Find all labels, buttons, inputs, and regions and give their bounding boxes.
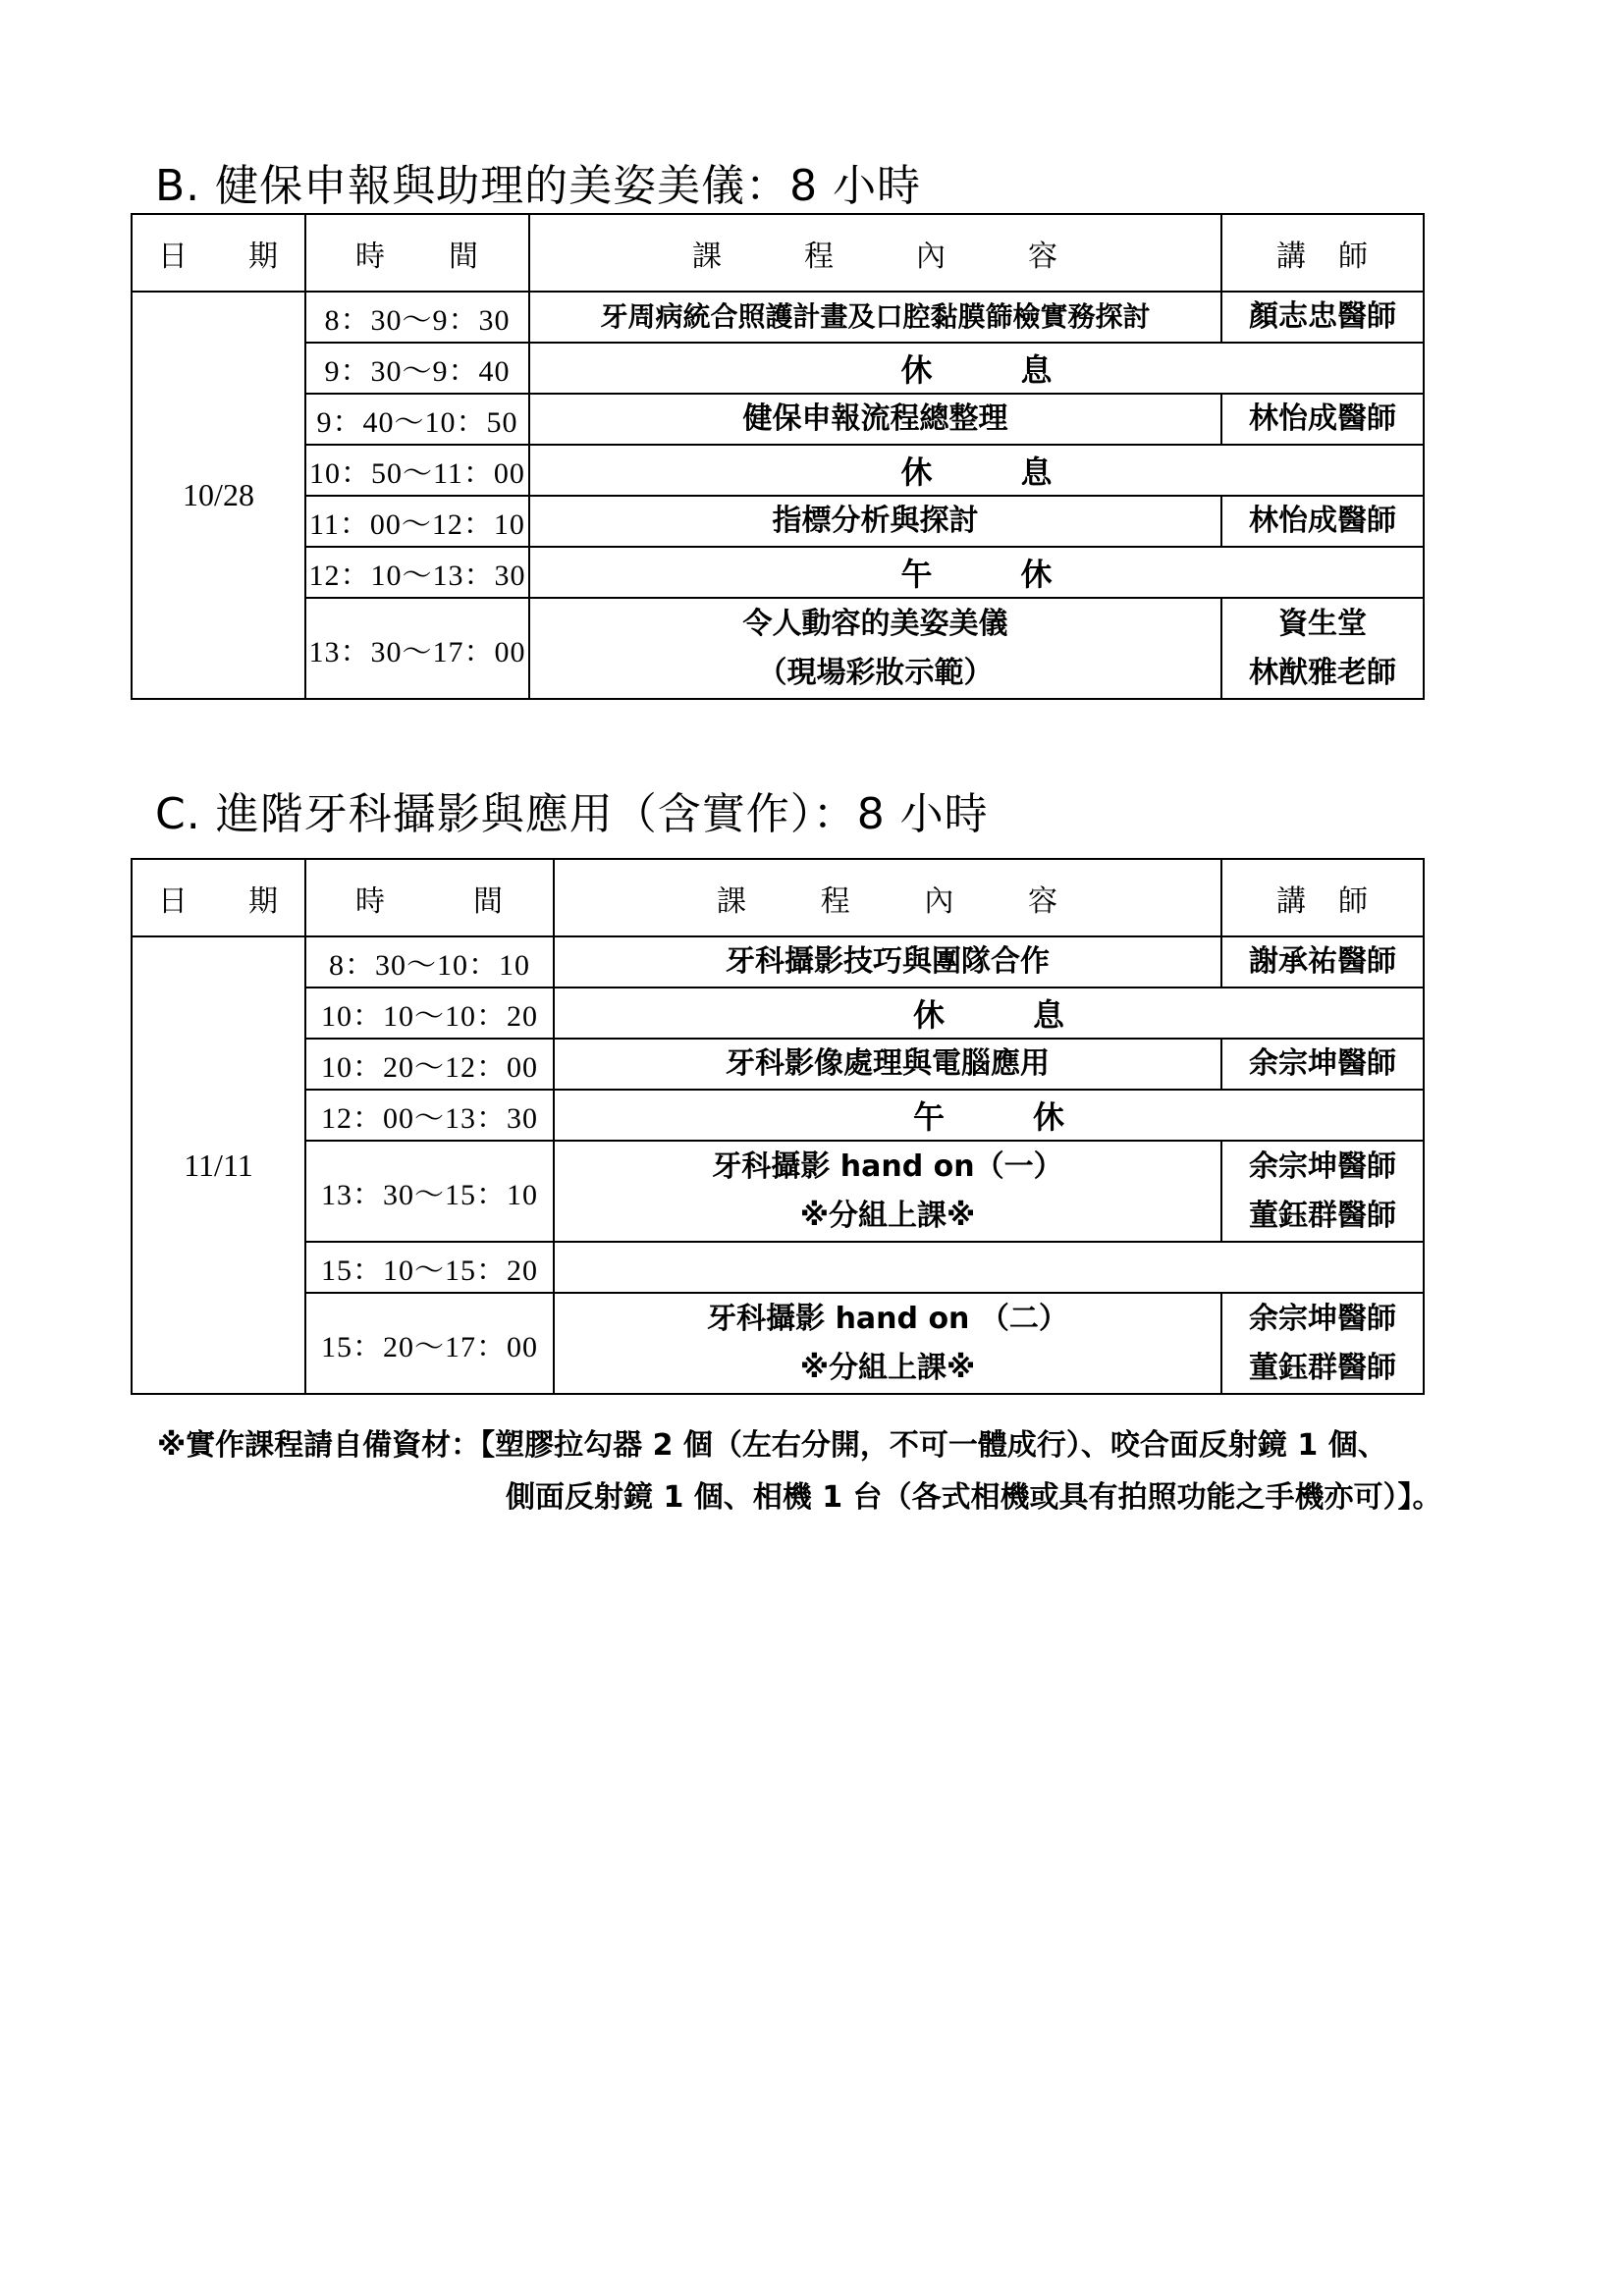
- lecturer-cell: 余宗坤醫師: [1221, 1039, 1424, 1090]
- lecturer-cell: 謝承祐醫師: [1221, 936, 1424, 988]
- lecturer-cell: 余宗坤醫師 董鈺群醫師: [1221, 1293, 1424, 1394]
- time-cell: 12：10～13：30: [305, 547, 529, 598]
- header-time: 時 間: [305, 859, 554, 936]
- header-content: 課 程 內 容: [554, 859, 1221, 936]
- time-cell: 10：50～11：00: [305, 445, 529, 496]
- break-cell: 休 息: [529, 343, 1424, 394]
- table-row: [132, 1141, 1424, 1242]
- lecturer-cell: 林怡成醫師: [1221, 496, 1424, 547]
- table-row: [132, 547, 1424, 598]
- schedule-table-c: [131, 858, 1425, 1395]
- materials-note-line-2: 側面反射鏡 1 個、相機 1 台（各式相機或具有拍照功能之手機亦可）】。: [506, 1480, 1442, 1515]
- time-cell: 11：00～12：10: [305, 496, 529, 547]
- course-cell: 牙科攝影 hand on（一） ※分組上課※: [554, 1141, 1221, 1242]
- table-row: [132, 1090, 1424, 1141]
- lecturer-cell: 林怡成醫師: [1221, 394, 1424, 445]
- empty-cell: [554, 1242, 1424, 1293]
- course-cell: 牙科攝影技巧與團隊合作: [554, 936, 1221, 988]
- time-cell: 15：10～15：20: [305, 1242, 554, 1293]
- lecturer-cell: 余宗坤醫師 董鈺群醫師: [1221, 1141, 1424, 1242]
- date-cell: 10/28: [132, 292, 305, 699]
- time-cell: 8：30～9：30: [305, 292, 529, 343]
- header-date: 日 期: [132, 859, 305, 936]
- materials-note-line-1: ※實作課程請自備資材：【塑膠拉勾器 2 個（左右分開，不可一體成行）、咬合面反射鏡 1 個、: [157, 1428, 1387, 1463]
- time-cell: 13：30～17：00: [305, 598, 529, 699]
- table-row: [132, 1039, 1424, 1090]
- time-cell: 8：30～10：10: [305, 936, 554, 988]
- course-cell: 牙科影像處理與電腦應用: [554, 1039, 1221, 1090]
- table-row: [132, 496, 1424, 547]
- table-header-row: [132, 214, 1424, 292]
- time-cell: 10：10～10：20: [305, 988, 554, 1039]
- header-time: 時 間: [305, 214, 529, 292]
- date-cell: 11/11: [132, 936, 305, 1394]
- header-content: 課 程 內 容: [529, 214, 1221, 292]
- table-row: [132, 445, 1424, 496]
- table-row: [132, 1242, 1424, 1293]
- time-cell: 12：00～13：30: [305, 1090, 554, 1141]
- schedule-table-b: [131, 213, 1425, 700]
- break-cell: 休 息: [554, 988, 1424, 1039]
- table-row: [132, 988, 1424, 1039]
- table-row: [132, 598, 1424, 699]
- header-lecturer: 講 師: [1221, 214, 1424, 292]
- time-cell: 9：40～10：50: [305, 394, 529, 445]
- table-row: [132, 936, 1424, 988]
- table-row: [132, 343, 1424, 394]
- lecturer-cell: 顏志忠醫師: [1221, 292, 1424, 343]
- break-cell: 午 休: [554, 1090, 1424, 1141]
- table-row: [132, 1293, 1424, 1394]
- header-date: 日 期: [132, 214, 305, 292]
- course-cell: 牙周病統合照護計畫及口腔黏膜篩檢實務探討: [529, 292, 1221, 343]
- time-cell: 13：30～15：10: [305, 1141, 554, 1242]
- section-c-title: C. 進階牙科攝影與應用（含實作）：8 小時: [155, 789, 989, 839]
- table-row: [132, 394, 1424, 445]
- course-cell: 令人動容的美姿美儀 （現場彩妝示範）: [529, 598, 1221, 699]
- course-cell: 健保申報流程總整理: [529, 394, 1221, 445]
- course-cell: 指標分析與探討: [529, 496, 1221, 547]
- header-lecturer: 講 師: [1221, 859, 1424, 936]
- table-header-row: [132, 859, 1424, 936]
- table-row: [132, 292, 1424, 343]
- break-cell: 休 息: [529, 445, 1424, 496]
- time-cell: 9：30～9：40: [305, 343, 529, 394]
- section-b-title: B. 健保申報與助理的美姿美儀：8 小時: [155, 161, 922, 211]
- time-cell: 15：20～17：00: [305, 1293, 554, 1394]
- break-cell: 午 休: [529, 547, 1424, 598]
- lecturer-cell: 資生堂 林猷雅老師: [1221, 598, 1424, 699]
- course-cell: 牙科攝影 hand on （二） ※分組上課※: [554, 1293, 1221, 1394]
- time-cell: 10：20～12：00: [305, 1039, 554, 1090]
